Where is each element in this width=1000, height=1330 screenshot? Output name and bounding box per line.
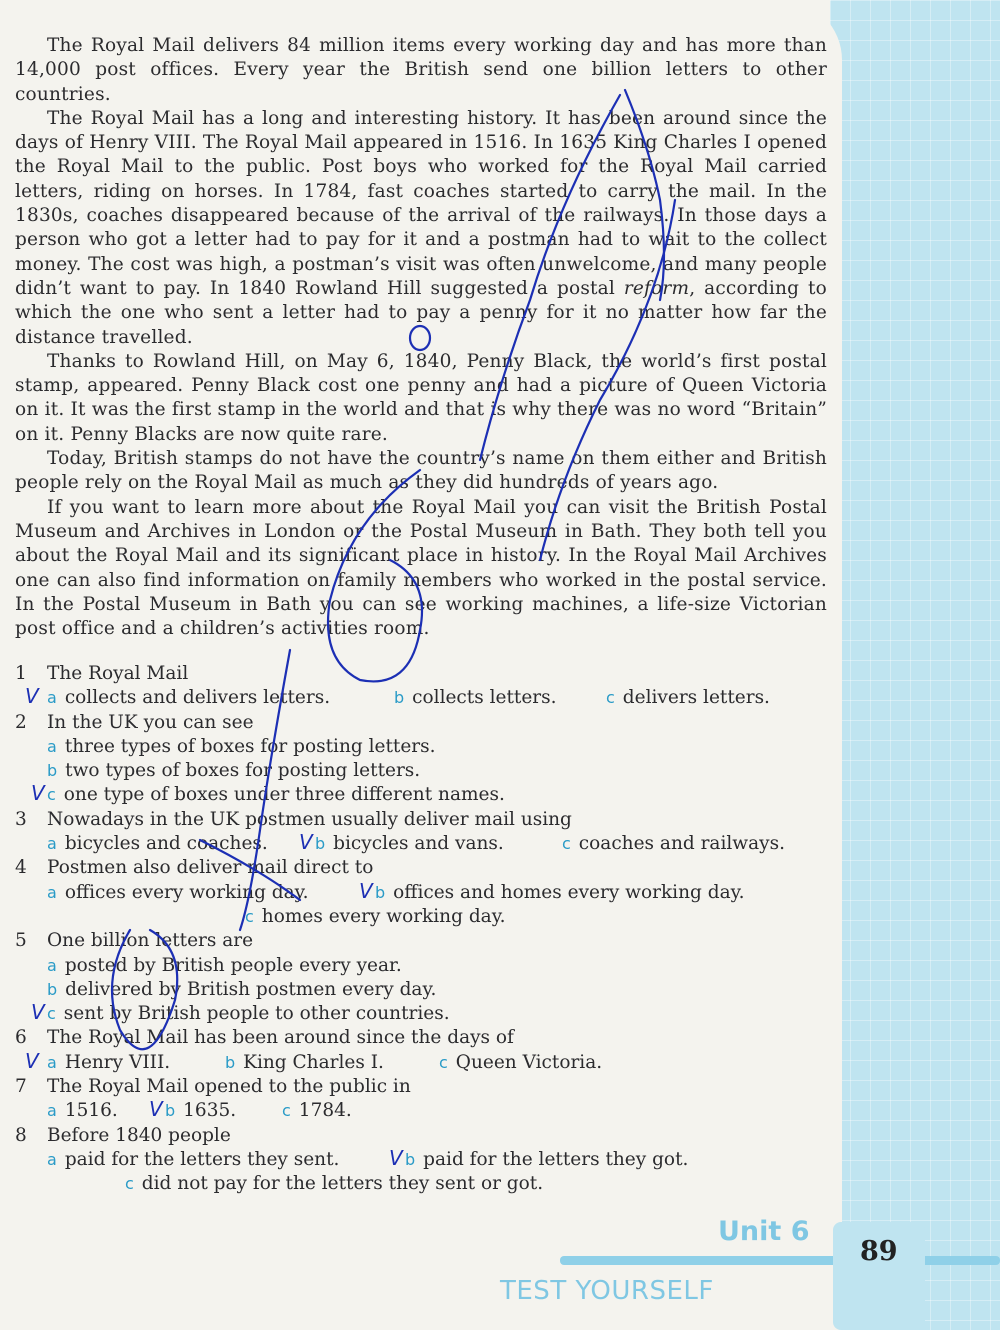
tick-mark: V (25, 1048, 39, 1073)
option-c[interactable] (15, 1002, 827, 1026)
option-text: two types of boxes for posting letters. (65, 760, 421, 782)
paragraph-2-text: The Royal Mail has a long and interesting history. It has been around since the days of Henry VIII. The Royal Mail appeared in 1516. In 1635 King Charles I opened the Royal Mail to the public. Post boys who worked for the Royal Mail carried letters, riding on horses. In 1784, fast coaches started to carry the mail. In the 1830s, coaches disappeared because of the arrival of the railways. In those days a person who got a letter had to pay for it and a postman had to wait to the collect money. The cost was high, a postman’s visit was often unwelcome, and many people didn’t want to pay. In 1840 Rowland Hill suggested a postal (15, 107, 827, 299)
question-8-options (15, 1145, 827, 1172)
paragraph-5: If you want to learn more about the Royal Mail you can visit the British Postal Museum and Archives in London or the Postal Museum in Bath. They both tell you about the Royal Mail and its significant place in history. In the Royal Mail Archives one can also find information on family members who worked in the postal service. In the Postal Museum in Bath you can see working machines, a life-size Victorian post office and a children’s activities room. (15, 496, 827, 640)
tick-mark: V (25, 684, 39, 709)
option-text: collects and delivers letters. (64, 687, 331, 709)
option-c[interactable] (439, 1051, 602, 1075)
question-stem: The Royal Mail (47, 663, 189, 684)
option-a[interactable] (15, 735, 827, 759)
option-b[interactable] (15, 759, 827, 783)
option-text: one type of boxes under three different names. (63, 784, 505, 806)
option-b[interactable] (225, 1051, 439, 1075)
question-4 (15, 856, 827, 880)
question-6-options (15, 1048, 827, 1075)
question-6 (15, 1026, 827, 1050)
option-a[interactable] (47, 832, 315, 856)
question-1-options (15, 686, 827, 710)
option-text: delivered by British postmen every day. (65, 978, 437, 1000)
option-text: coaches and railways. (578, 833, 785, 855)
section-label: TEST YOURSELF (500, 1276, 714, 1306)
page-number: 89 (860, 1236, 898, 1267)
paragraph-1: The Royal Mail delivers 84 million items every working day and has more than 14,000 post offices. Every year the British send one billion letters to other countries. (15, 35, 827, 105)
option-a[interactable] (25, 684, 394, 710)
question-5 (15, 929, 827, 953)
question-stem: One billion letters are (47, 930, 254, 952)
option-text: offices and homes every working day. (393, 881, 745, 903)
option-letter: c (606, 688, 615, 708)
question-number: 3 (15, 808, 27, 830)
option-letter: b (225, 1052, 236, 1072)
option-letter: c (47, 785, 56, 805)
question-1 (15, 662, 827, 686)
option-letter: b (47, 761, 58, 781)
option-letter: c (282, 1101, 291, 1121)
option-text: 1784. (298, 1100, 352, 1122)
option-letter: b (394, 688, 405, 708)
option-letter: c (439, 1052, 448, 1072)
option-text: delivers letters. (622, 687, 770, 709)
option-text: Queen Victoria. (455, 1051, 603, 1073)
option-text: posted by British people every year. (64, 954, 402, 976)
question-number: 6 (15, 1027, 27, 1049)
question-7-options (15, 1099, 827, 1123)
option-text: 1635. (183, 1100, 237, 1122)
option-letter: c (562, 834, 571, 854)
question-number: 2 (15, 711, 27, 733)
option-b[interactable] (15, 978, 827, 1002)
option-b[interactable] (149, 1097, 282, 1123)
option-text: offices every working day. (64, 881, 309, 903)
option-letter: a (47, 1101, 57, 1121)
option-letter: c (245, 906, 254, 926)
tick-mark: V (31, 1000, 45, 1025)
tick-mark: V (359, 878, 373, 903)
option-c[interactable] (606, 686, 770, 710)
option-text: three types of boxes for posting letters. (64, 735, 436, 757)
question-3-options (15, 832, 827, 856)
option-a[interactable] (47, 1099, 165, 1123)
tick-mark: V (389, 1145, 403, 1170)
question-stem: The Royal Mail has been around since the days of (47, 1027, 514, 1049)
question-number: 4 (15, 857, 27, 879)
question-stem: Before 1840 people (47, 1124, 231, 1146)
option-letter: c (125, 1174, 134, 1194)
question-4-options (15, 878, 827, 905)
option-a[interactable] (47, 1145, 405, 1172)
option-letter: a (47, 1149, 57, 1169)
option-letter: b (165, 1101, 176, 1121)
tick-mark: V (149, 1097, 163, 1122)
tick-mark: V (299, 830, 313, 855)
unit-label: Unit 6 (718, 1216, 810, 1247)
option-text: bicycles and coaches. (64, 833, 268, 855)
question-stem: Nowadays in the UK postmen usually deliver mail using (47, 808, 572, 830)
option-letter: a (47, 736, 57, 756)
question-8 (15, 1124, 827, 1148)
option-letter: a (47, 1052, 57, 1072)
question-number: 1 (15, 663, 27, 684)
paragraph-4: Today, British stamps do not have the country’s name on them either and British people rely on the Royal Mail as much as they did hundreds of years ago. (15, 448, 827, 494)
option-text: paid for the letters they got. (423, 1148, 689, 1170)
option-letter: b (405, 1149, 416, 1169)
reading-text (15, 34, 827, 641)
paragraph-3: Thanks to Rowland Hill, on May 6, 1840, Penny Black, the world’s first postal stamp, appeared. Penny Black cost one penny and had a picture of Queen Victoria on it. It was the first stamp in the world and that is why there was no word “Britain” on it. Penny Blacks are now quite rare. (15, 350, 827, 445)
question-list (15, 662, 827, 1197)
question-7 (15, 1075, 827, 1099)
question-number: 5 (15, 930, 27, 952)
option-text: collects letters. (412, 687, 557, 709)
question-3 (15, 808, 827, 832)
option-text: bicycles and vans. (333, 833, 504, 855)
question-stem: In the UK you can see (47, 711, 254, 733)
paragraph-2-emphasis: reform (623, 277, 690, 299)
question-stem: Postmen also deliver mail direct to (47, 857, 374, 879)
option-b[interactable] (389, 1145, 689, 1172)
tick-mark: V (31, 781, 45, 806)
footer-rule (560, 1256, 1000, 1265)
option-letter: a (47, 955, 57, 975)
option-text: homes every working day. (261, 905, 506, 927)
paragraph-2 (15, 107, 827, 350)
option-letter: a (47, 882, 57, 902)
option-b[interactable] (394, 686, 606, 710)
question-stem: The Royal Mail opened to the public in (47, 1076, 411, 1098)
option-c[interactable] (15, 783, 827, 807)
option-b[interactable] (359, 878, 745, 905)
option-a[interactable] (25, 1048, 225, 1075)
option-letter: a (47, 834, 57, 854)
option-c[interactable] (15, 1172, 827, 1196)
option-text: paid for the letters they sent. (64, 1148, 340, 1170)
option-text: 1516. (64, 1100, 118, 1122)
option-letter: b (375, 882, 386, 902)
option-a[interactable] (47, 878, 375, 905)
option-b[interactable] (299, 830, 562, 856)
option-text: Henry VIII. (64, 1051, 171, 1073)
option-letter: b (315, 834, 326, 854)
question-number: 8 (15, 1124, 27, 1146)
question-2 (15, 711, 827, 735)
option-letter: b (47, 979, 58, 999)
option-letter: c (47, 1004, 56, 1024)
option-c[interactable] (562, 832, 785, 856)
option-c[interactable] (282, 1099, 352, 1123)
option-text: did not pay for the letters they sent or got. (141, 1173, 544, 1195)
question-number: 7 (15, 1076, 27, 1098)
option-text: sent by British people to other countries. (63, 1003, 450, 1025)
option-a[interactable] (15, 954, 827, 978)
paragraph-2-text-end: , according to which the one who sent a letter had to pay a penny for it no matter how far the distance travelled. (15, 277, 827, 348)
option-text: King Charles I. (243, 1051, 384, 1073)
option-c[interactable] (15, 905, 827, 929)
option-letter: a (47, 688, 57, 708)
page-edge-decoration (830, 0, 1000, 1330)
